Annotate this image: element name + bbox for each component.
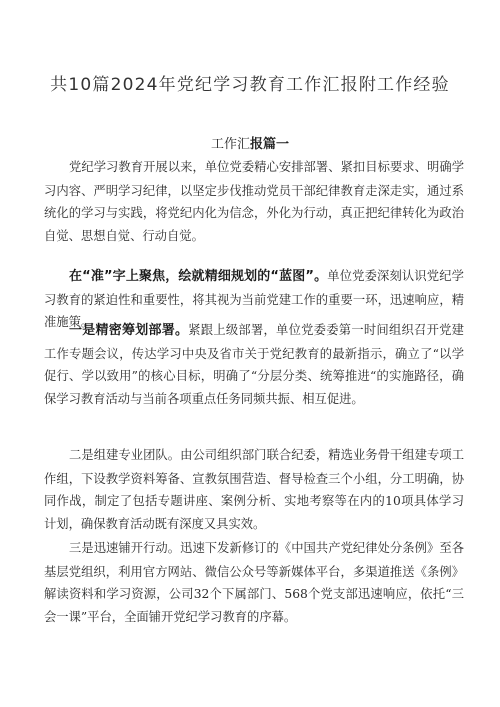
paragraph-text: 三是迅速铺开行动。迅速下发新修订的《中国共产党纪律处分条例》至各基层党组织，利用官方网站、微信公众号等新媒体平台，多渠道推送《条例》解读资料和学习资源，公司32个下属部门、568个党支部迅速响应，依托“三会一课”平台，全面铺开党纪学习教育的序幕。: [44, 541, 464, 624]
paragraph-lead: 一是精密筹划部署。: [69, 323, 189, 338]
paragraph-text: 党纪学习教育开展以来，单位党委精心安排部署、紧扣目标要求、明确学习内容、严明学习纪律，以坚定步伐推动党员干部纪律教育走深走实，通过系统化的学习与实践，将党纪内化为信念，外化为行动，真正把纪律转化为政治自觉、思想自觉、行动自觉。: [44, 160, 464, 243]
paragraph-text: 单位党委深刻认识党纪学习教育的紧迫性和重要性，将其视为当前党建工作的重要一环，迅速响应，精准施策。: [44, 269, 464, 329]
paragraph-point-three: [44, 537, 464, 628]
paragraph-point-two: [44, 444, 464, 535]
section-heading-bold: 报篇一: [250, 137, 290, 152]
paragraph-text: 二是组建专业团队。由公司组织部门联合纪委，精选业务骨干组建专项工作组，下设教学资料筹备、宣教氛围营造、督导检查三个小组，分工明确，协同作战，制定了包括专题讲座、案例分析、实地考察等在内的10项具体学习计划，确保教育活动既有深度又具实效。: [44, 448, 464, 531]
section-heading-prefix: 工作汇: [210, 137, 250, 152]
document-title: 共10篇2024年党纪学习教育工作汇报附工作经验: [50, 75, 450, 95]
section-heading: [0, 133, 500, 152]
paragraph-text: 紧跟上级部署，单位党委委第一时间组织召开党建工作专题会议，传达学习中央及省市关于党纪教育的最新指示，确立了“以学促行、学以致用”的核心目标，明确了“分层分类、统筹推进“的实施路径，确保学习教育活动与当前各项重点任务同频共振、相互促进。: [44, 323, 464, 406]
paragraph-point-one: [44, 319, 464, 410]
paragraph-lead: 在“准”字上聚焦，绘就精细规划的“蓝图”。: [69, 269, 328, 284]
paragraph-intro: [44, 156, 464, 247]
